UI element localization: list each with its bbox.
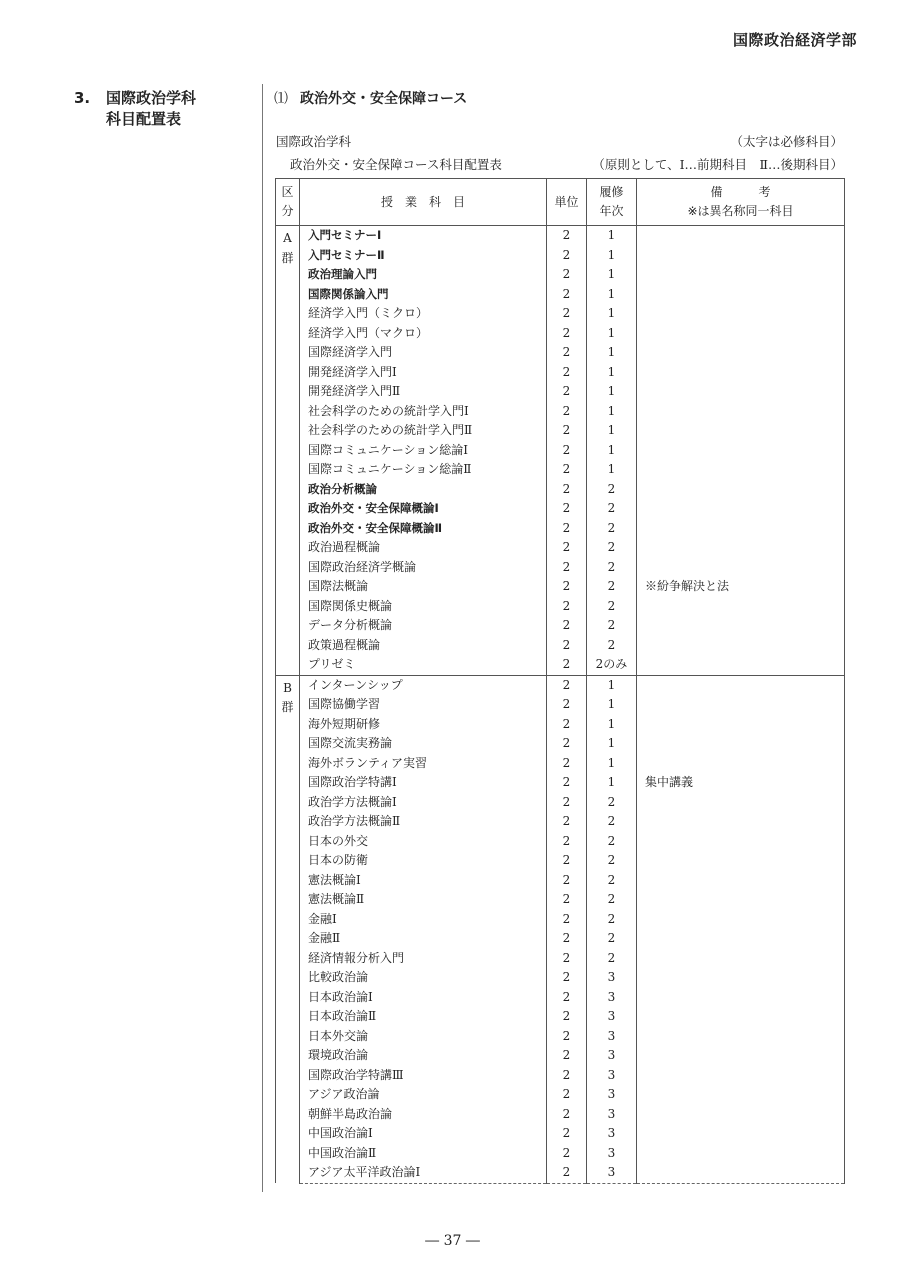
course-units: 2 (547, 1105, 587, 1125)
course-units: 2 (547, 1124, 587, 1144)
course-units: 2 (547, 636, 587, 656)
course-note (637, 421, 845, 441)
course-units: 2 (547, 304, 587, 324)
course-name: 日本の防衛 (300, 851, 547, 871)
table-row (276, 324, 845, 344)
course-name: アジア政治論 (300, 1085, 547, 1105)
table-row (276, 910, 845, 930)
course-year: 1 (587, 324, 637, 344)
course-year: 3 (587, 968, 637, 988)
course-units: 2 (547, 675, 587, 695)
section-title-line1: 3. 国際政治学科 (74, 89, 197, 107)
course-note (637, 382, 845, 402)
course-units: 2 (547, 226, 587, 246)
course-name: 政治学方法概論Ⅰ (300, 793, 547, 813)
course-year: 2 (587, 910, 637, 930)
course-note: ※紛争解決と法 (637, 577, 845, 597)
course-note (637, 441, 845, 461)
table-row (276, 812, 845, 832)
course-year: 1 (587, 460, 637, 480)
course-year: 1 (587, 421, 637, 441)
course-units: 2 (547, 1163, 587, 1183)
course-name: 憲法概論Ⅰ (300, 871, 547, 891)
course-units: 2 (547, 695, 587, 715)
course-name: 日本政治論Ⅱ (300, 1007, 547, 1027)
remarks-header: 備 考 ※は異名称同一科目 (637, 179, 845, 226)
table-row (276, 421, 845, 441)
course-units: 2 (547, 480, 587, 500)
course-note (637, 695, 845, 715)
course-year: 2 (587, 519, 637, 539)
course-note (637, 304, 845, 324)
page-number: ― 37 ― (425, 1233, 480, 1249)
course-year: 2 (587, 577, 637, 597)
course-year: 3 (587, 1085, 637, 1105)
course-name: 開発経済学入門Ⅱ (300, 382, 547, 402)
course-units: 2 (547, 1066, 587, 1086)
table-row (276, 460, 845, 480)
course-name: 中国政治論Ⅱ (300, 1144, 547, 1164)
course-note (637, 968, 845, 988)
course-name: 経済情報分析入門 (300, 949, 547, 969)
course-units: 2 (547, 441, 587, 461)
units-header: 単位 (547, 179, 587, 226)
course-year: 2 (587, 890, 637, 910)
course-units: 2 (547, 1046, 587, 1066)
course-note (637, 1163, 845, 1183)
course-units: 2 (547, 832, 587, 852)
course-units: 2 (547, 1085, 587, 1105)
course-units: 2 (547, 734, 587, 754)
table-row (276, 871, 845, 891)
table-row (276, 304, 845, 324)
course-name: 政治学方法概論Ⅱ (300, 812, 547, 832)
table-row (276, 793, 845, 813)
course-units: 2 (547, 871, 587, 891)
course-note (637, 597, 845, 617)
course-name: インターンシップ (300, 675, 547, 695)
course-note (637, 851, 845, 871)
table-row (276, 577, 845, 597)
course-name: 社会科学のための統計学入門Ⅱ (300, 421, 547, 441)
course-note (637, 246, 845, 266)
course-name: 国際政治学特講Ⅲ (300, 1066, 547, 1086)
subject-header: 授 業 科 目 (300, 179, 547, 226)
course-units: 2 (547, 968, 587, 988)
course-note (637, 734, 845, 754)
table-row (276, 1144, 845, 1164)
course-note (637, 1085, 845, 1105)
course-note (637, 1027, 845, 1047)
table-row (276, 1046, 845, 1066)
course-year: 3 (587, 1163, 637, 1183)
course-units: 2 (547, 773, 587, 793)
table-row (276, 715, 845, 735)
course-units: 2 (547, 265, 587, 285)
course-note (637, 558, 845, 578)
course-name: 日本の外交 (300, 832, 547, 852)
table-header-row (276, 179, 845, 226)
course-units: 2 (547, 382, 587, 402)
course-name: 国際関係論入門 (300, 285, 547, 305)
table-row (276, 929, 845, 949)
course-year: 1 (587, 773, 637, 793)
course-note (637, 929, 845, 949)
table-row (276, 480, 845, 500)
table-row (276, 343, 845, 363)
course-year: 3 (587, 1007, 637, 1027)
course-year: 2 (587, 558, 637, 578)
course-name: 政治過程概論 (300, 538, 547, 558)
faculty-header: 国際政治経済学部 (732, 31, 857, 49)
course-name: プリゼミ (300, 655, 547, 675)
course-year: 1 (587, 246, 637, 266)
course-name: 国際政治経済学概論 (300, 558, 547, 578)
course-units: 2 (547, 1027, 587, 1047)
course-year: 2 (587, 793, 637, 813)
course-year: 1 (587, 715, 637, 735)
table-row (276, 1105, 845, 1125)
table-row (276, 675, 845, 695)
subsection-heading (274, 88, 467, 108)
course-name: 海外ボランティア実習 (300, 754, 547, 774)
course-note (637, 832, 845, 852)
course-note (637, 460, 845, 480)
course-name: 金融Ⅱ (300, 929, 547, 949)
course-note (637, 910, 845, 930)
course-note (637, 715, 845, 735)
course-name: 金融Ⅰ (300, 910, 547, 930)
table-row (276, 616, 845, 636)
course-year: 2のみ (587, 655, 637, 675)
table-row (276, 1163, 845, 1183)
course-name: 政策過程概論 (300, 636, 547, 656)
table-row (276, 1066, 845, 1086)
course-name: 政治分析概論 (300, 480, 547, 500)
course-note (637, 538, 845, 558)
course-name: 政治外交・安全保障概論Ⅱ (300, 519, 547, 539)
course-name: 入門セミナーⅠ (300, 226, 547, 246)
course-units: 2 (547, 616, 587, 636)
course-note (637, 636, 845, 656)
course-year: 1 (587, 402, 637, 422)
table-row (276, 246, 845, 266)
year-header: 履修 年次 (587, 179, 637, 226)
course-year: 1 (587, 343, 637, 363)
course-name: 国際コミュニケーション総論Ⅱ (300, 460, 547, 480)
course-name: データ分析概論 (300, 616, 547, 636)
course-note (637, 363, 845, 383)
term-note-caption: （原則として、Ⅰ…前期科目 Ⅱ…後期科目） (592, 157, 843, 172)
table-row (276, 734, 845, 754)
course-year: 2 (587, 871, 637, 891)
course-units: 2 (547, 890, 587, 910)
course-name: 朝鮮半島政治論 (300, 1105, 547, 1125)
section-heading (74, 88, 196, 130)
group-a-body (276, 226, 845, 676)
course-name: 国際協働学習 (300, 695, 547, 715)
course-year: 3 (587, 1066, 637, 1086)
course-note (637, 793, 845, 813)
table-row (276, 226, 845, 246)
course-name: 政治理論入門 (300, 265, 547, 285)
course-units: 2 (547, 910, 587, 930)
course-name: 国際コミュニケーション総論Ⅰ (300, 441, 547, 461)
course-units: 2 (547, 988, 587, 1008)
course-year: 3 (587, 1046, 637, 1066)
course-units: 2 (547, 715, 587, 735)
course-year: 2 (587, 949, 637, 969)
course-note (637, 1046, 845, 1066)
table-row (276, 773, 845, 793)
group-b-body (276, 675, 845, 1183)
course-year: 1 (587, 363, 637, 383)
course-units: 2 (547, 793, 587, 813)
course-note (637, 616, 845, 636)
course-name: 経済学入門（マクロ） (300, 324, 547, 344)
course-year: 1 (587, 734, 637, 754)
course-units: 2 (547, 558, 587, 578)
course-name: 海外短期研修 (300, 715, 547, 735)
course-year: 2 (587, 538, 637, 558)
table-row (276, 949, 845, 969)
table-row (276, 1124, 845, 1144)
subsection-title: 政治外交・安全保障コース (300, 91, 468, 107)
course-units: 2 (547, 851, 587, 871)
course-name: 比較政治論 (300, 968, 547, 988)
course-units: 2 (547, 597, 587, 617)
course-note (637, 754, 845, 774)
table-row (276, 890, 845, 910)
course-note (637, 226, 845, 246)
course-units: 2 (547, 1144, 587, 1164)
course-name: 国際政治学特講Ⅰ (300, 773, 547, 793)
table-row (276, 832, 845, 852)
section-title-line2: 科目配置表 (106, 110, 182, 128)
course-units: 2 (547, 577, 587, 597)
course-name: 経済学入門（ミクロ） (300, 304, 547, 324)
table-row (276, 538, 845, 558)
course-year: 2 (587, 480, 637, 500)
table-row (276, 382, 845, 402)
table-row (276, 441, 845, 461)
table-row (276, 597, 845, 617)
course-year: 2 (587, 636, 637, 656)
course-units: 2 (547, 754, 587, 774)
course-note (637, 655, 845, 675)
course-year: 1 (587, 265, 637, 285)
course-note (637, 1007, 845, 1027)
course-year: 1 (587, 226, 637, 246)
course-year: 1 (587, 285, 637, 305)
table-row (276, 754, 845, 774)
table-row (276, 655, 845, 675)
course-units: 2 (547, 460, 587, 480)
course-note (637, 480, 845, 500)
table-row (276, 285, 845, 305)
table-row (276, 1007, 845, 1027)
table-row (276, 1085, 845, 1105)
course-year: 1 (587, 382, 637, 402)
course-note (637, 1144, 845, 1164)
course-units: 2 (547, 246, 587, 266)
course-note (637, 499, 845, 519)
course-units: 2 (547, 285, 587, 305)
course-note (637, 285, 845, 305)
group-label: A 群 (276, 226, 300, 676)
course-name: 国際経済学入門 (300, 343, 547, 363)
course-table (275, 178, 845, 1184)
kubun-header: 区 分 (276, 179, 300, 226)
course-note (637, 1066, 845, 1086)
course-name: 開発経済学入門Ⅰ (300, 363, 547, 383)
course-name: 日本外交論 (300, 1027, 547, 1047)
course-units: 2 (547, 363, 587, 383)
course-name: 環境政治論 (300, 1046, 547, 1066)
table-row (276, 851, 845, 871)
table-row (276, 988, 845, 1008)
course-note: 集中講義 (637, 773, 845, 793)
course-name: 入門セミナーⅡ (300, 246, 547, 266)
course-note (637, 675, 845, 695)
group-label: B 群 (276, 675, 300, 1183)
course-year: 2 (587, 616, 637, 636)
course-year: 1 (587, 441, 637, 461)
table-row (276, 519, 845, 539)
table-row (276, 1027, 845, 1047)
table-row (276, 402, 845, 422)
table-row (276, 363, 845, 383)
course-name: 社会科学のための統計学入門Ⅰ (300, 402, 547, 422)
course-year: 1 (587, 695, 637, 715)
course-year: 1 (587, 675, 637, 695)
course-note (637, 949, 845, 969)
table-row (276, 695, 845, 715)
course-note (637, 988, 845, 1008)
course-year: 2 (587, 597, 637, 617)
course-note (637, 1105, 845, 1125)
course-year: 2 (587, 851, 637, 871)
course-year: 3 (587, 1144, 637, 1164)
course-units: 2 (547, 538, 587, 558)
course-note (637, 871, 845, 891)
table-row (276, 558, 845, 578)
course-year: 3 (587, 1124, 637, 1144)
course-note (637, 343, 845, 363)
course-year: 2 (587, 499, 637, 519)
course-year: 1 (587, 754, 637, 774)
course-units: 2 (547, 421, 587, 441)
course-name: 日本政治論Ⅰ (300, 988, 547, 1008)
course-year: 2 (587, 929, 637, 949)
course-note (637, 265, 845, 285)
table-row (276, 636, 845, 656)
course-name: 中国政治論Ⅰ (300, 1124, 547, 1144)
course-units: 2 (547, 655, 587, 675)
course-year: 2 (587, 812, 637, 832)
course-note (637, 1124, 845, 1144)
course-name: 国際関係史概論 (300, 597, 547, 617)
course-year: 2 (587, 832, 637, 852)
course-units: 2 (547, 402, 587, 422)
course-units: 2 (547, 812, 587, 832)
course-units: 2 (547, 519, 587, 539)
table-row (276, 265, 845, 285)
course-units: 2 (547, 949, 587, 969)
table-title-caption: 政治外交・安全保障コース科目配置表 (290, 157, 502, 172)
course-name: 政治外交・安全保障概論Ⅰ (300, 499, 547, 519)
course-name: 国際交流実務論 (300, 734, 547, 754)
table-row (276, 499, 845, 519)
course-year: 3 (587, 988, 637, 1008)
subsection-number: ⑴ (274, 91, 288, 107)
course-units: 2 (547, 929, 587, 949)
section-number: 3. (74, 89, 91, 107)
course-units: 2 (547, 324, 587, 344)
course-note (637, 890, 845, 910)
course-note (637, 519, 845, 539)
bold-note-caption: （太字は必修科目） (730, 134, 843, 149)
course-name: アジア太平洋政治論Ⅰ (300, 1163, 547, 1183)
department-caption: 国際政治学科 (276, 134, 352, 149)
course-note (637, 812, 845, 832)
table-row (276, 968, 845, 988)
course-note (637, 324, 845, 344)
course-year: 3 (587, 1105, 637, 1125)
course-name: 憲法概論Ⅱ (300, 890, 547, 910)
course-note (637, 402, 845, 422)
course-year: 3 (587, 1027, 637, 1047)
course-units: 2 (547, 499, 587, 519)
course-name: 国際法概論 (300, 577, 547, 597)
divider-line (262, 84, 263, 1192)
course-units: 2 (547, 343, 587, 363)
course-year: 1 (587, 304, 637, 324)
course-units: 2 (547, 1007, 587, 1027)
